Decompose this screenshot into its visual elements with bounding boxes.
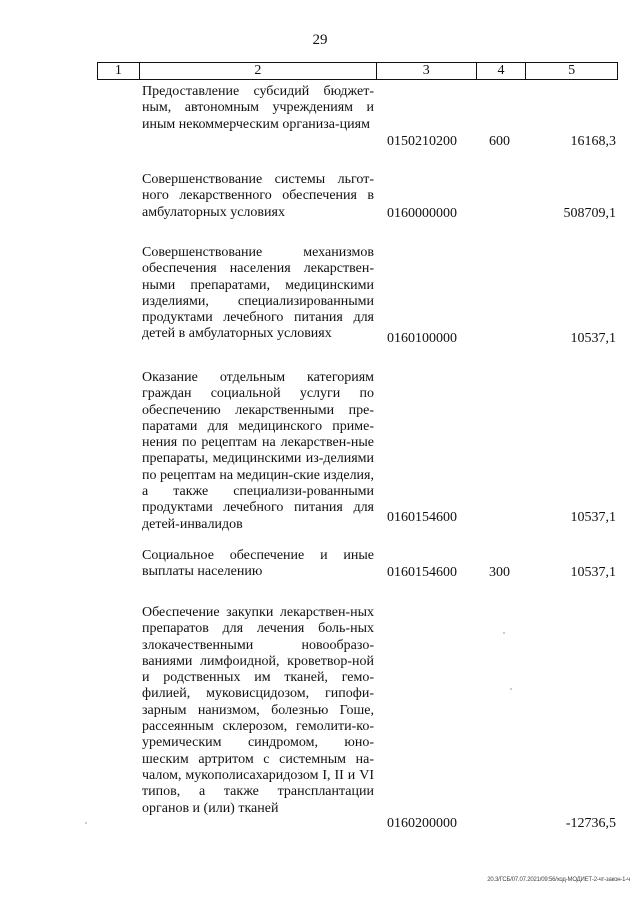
row-code: 0160000000 xyxy=(387,206,457,221)
footer-note: 20.3/ГСБ/07.07.2021/09:56/ход-МОДИЕТ-2-чт-закон-1-ч xyxy=(487,877,630,883)
scan-speck xyxy=(510,688,512,690)
row-code: 0160154600 xyxy=(387,510,457,525)
table-header xyxy=(97,62,618,80)
header-col-3: 3 xyxy=(377,63,477,79)
row-description: Совершенствование системы льгот-ного лекарственного обеспечения в амбулаторных условиях xyxy=(142,172,374,220)
header-col-4: 4 xyxy=(477,63,527,79)
header-col-5: 5 xyxy=(568,63,576,78)
page-number: 29 xyxy=(312,32,328,48)
row-amount: -12736,5 xyxy=(565,816,616,831)
row-description: Предоставление субсидий бюджет-ным, автономным учреждениям и иным некоммерческим организа-циям xyxy=(142,84,374,132)
header-col-2: 2 xyxy=(140,63,377,79)
row-code: 0150210200 xyxy=(387,134,457,149)
row-code: 0160154600 xyxy=(387,565,457,580)
row-amount: 16168,3 xyxy=(570,134,616,149)
row-code: 0160100000 xyxy=(387,331,457,346)
row-description: Оказание отдельным категориям граждан социальной услуги по обеспечению лекарственными пре-паратами для медицинского приме-нения по рецептам на лекарствен-ные препараты, медицинскими из-делиями по рецептам на медицин-ские изделия, а также специализи-рованными продуктами лечебного питания для детей-инвалидов xyxy=(142,370,374,532)
row-description: Обеспечение закупки лекарствен-ных препаратов для лечения боль-ных злокачественными новообразо-ваниями лимфоидной, кроветвор-ной и родственных им тканей, гемо-филией, муковисцидозом, гипофи-зарным нанизмом, болезнью Гоше, рассеянным склерозом, гемолити-ко-уремическим синдромом, юно-шеским артритом с системным на-чалом, мукополисахаридозом I, II и VI типов, а также трансплантации органов и (или) тканей xyxy=(142,605,374,816)
row-amount: 508709,1 xyxy=(563,206,616,221)
row-amount: 10537,1 xyxy=(570,510,616,525)
row-amount: 10537,1 xyxy=(570,331,616,346)
row-description: Социальное обеспечение и иные выплаты населению xyxy=(142,548,374,580)
row-kind: 300 xyxy=(489,565,510,580)
row-kind: 600 xyxy=(489,134,510,149)
header-col-1: 1 xyxy=(98,63,140,79)
row-description: Совершенствование механизмов обеспечения населения лекарствен-ными препаратами, медицинскими изделиями, специализированными продуктами лечебного питания для детей в амбулаторных условиях xyxy=(142,245,374,342)
scan-speck xyxy=(503,632,505,634)
row-amount: 10537,1 xyxy=(570,565,616,580)
scan-speck xyxy=(85,822,87,824)
row-code: 0160200000 xyxy=(387,816,457,831)
